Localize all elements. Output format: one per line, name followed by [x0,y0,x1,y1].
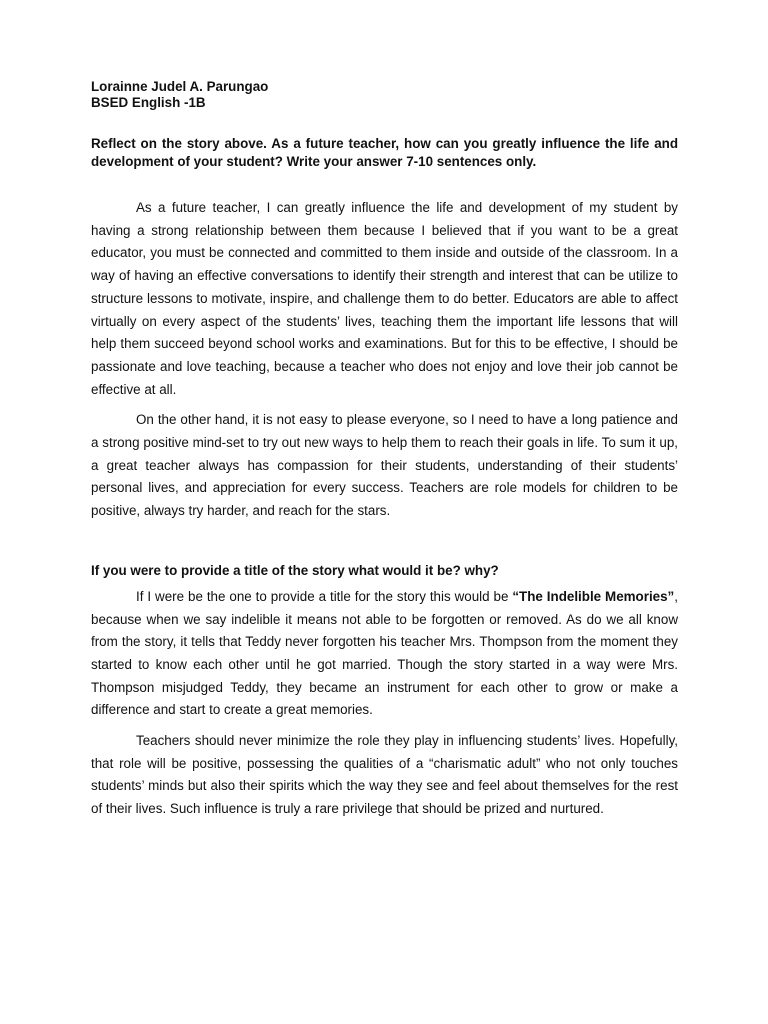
answer-2-rest: , because when we say indelible it means not able to be forgotten or removed. As do we all know from the story, it tells that Teddy never forgotten his teacher Mrs. Thompson from the moment they started to know each other until he got married. Though the story started in a way were Mrs. Thompson misjudged Teddy, they became an instrument for each other to grow or make a difference and start to create a great memories. [91,588,678,718]
question-2: If you were to provide a title of the story what would it be? why? [91,562,499,578]
answer-2-paragraph-2: Teachers should never minimize the role they play in influencing students’ lives. Hopefully, that role will be positive, possessing the qualities of a “charismatic adult” who not only touches students’ minds but also their spirits which the way they see and feel about themselves for the rest of their lives. Such influence is truly a rare privilege that should be prized and nurtured. [91,733,678,817]
question-1: Reflect on the story above. As a future teacher, how can you greatly influence the life and development of your student? Write your answer 7-10 sentences only. [91,136,678,169]
document-page [91,79,678,821]
answer-1-paragraph-2: On the other hand, it is not easy to please everyone, so I need to have a long patience and a strong positive mind-set to try out new ways to help them to reach their goals in life. To sum it up, a great teacher always has compassion for their students, understanding of their students’ personal lives, and appreciation for every success. Teachers are role models for children to be positive, always try harder, and reach for the stars. [91,412,678,519]
answer-2-paragraph-1 [91,586,678,722]
answer-2-intro: If I were be the one to provide a title for the story this would be [136,588,513,604]
story-title: “The Indelible Memories” [512,588,675,604]
answer-1-paragraph-1: As a future teacher, I can greatly influence the life and development of my student by having a strong relationship between them because I believed that if you want to be a great educator, you must be connected and committed to them inside and outside of the classroom. In a way of having an effective conversations to identify their strength and interest that can be utilize to structure lessons to motivate, inspire, and challenge them to do better. Educators are able to affect virtually on every aspect of the students’ lives, teaching them the important life lessons that will help them succeed beyond school works and examinations. But for this to be effective, I should be passionate and love teaching, because a teacher who does not enjoy and love their job cannot be effective at all. [91,200,678,397]
student-course: BSED English -1B [91,95,206,110]
student-name: Lorainne Judel A. Parungao [91,79,269,94]
